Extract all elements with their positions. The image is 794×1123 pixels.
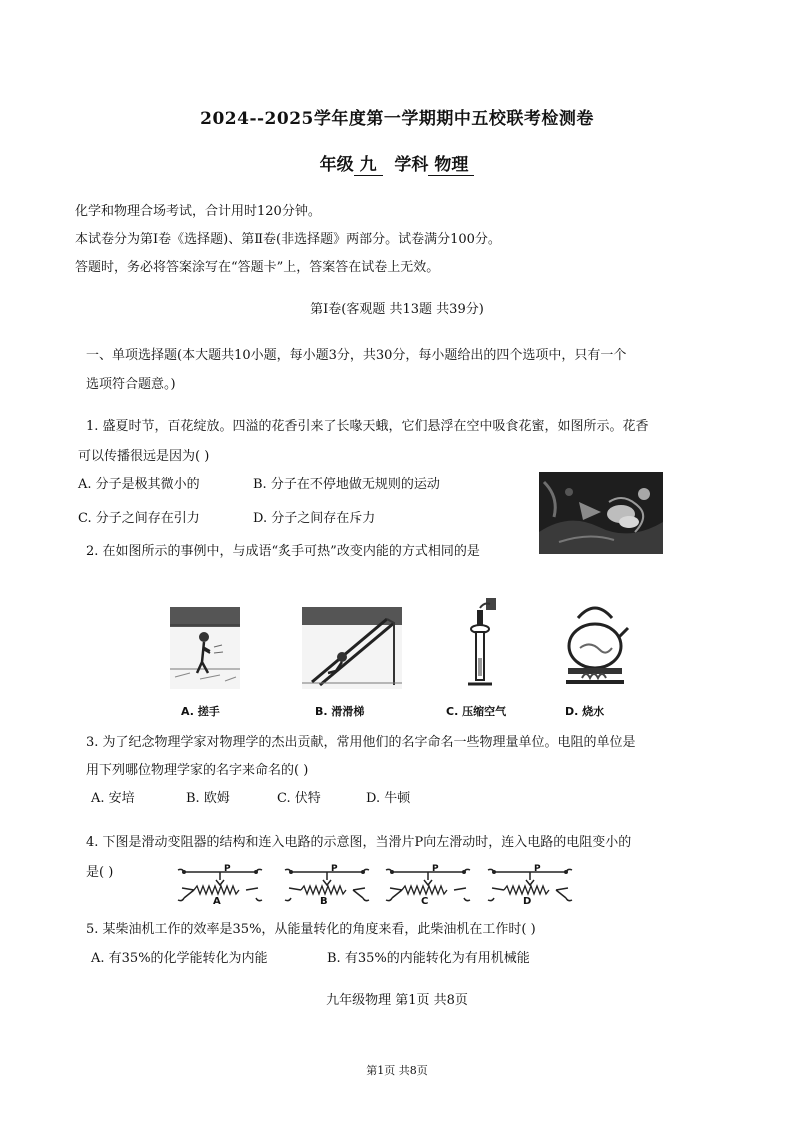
q5-option-a: A. 有35%的化学能转化为内能 <box>91 951 268 966</box>
instruction-3: 答题时，务必将答案涂写在“答题卡”上，答案答在试卷上无效。 <box>75 260 440 275</box>
q3-option-d: D. 牛顿 <box>366 791 411 806</box>
q5-option-b: B. 有35%的内能转化为有用机械能 <box>327 951 530 966</box>
diagram-label-a: A <box>213 896 221 907</box>
boiling-water-picture <box>560 600 630 688</box>
rheostat-diagram-b <box>283 858 371 912</box>
rheostat-diagram-d <box>486 858 574 912</box>
diagram-label-b: B <box>320 896 328 907</box>
slider-label-b: P <box>331 864 338 874</box>
q1-stem: 1. 盛夏时节，百花绽放。四溢的花香引来了长喙天蛾，它们悬浮在空中吸食花蜜，如图所示。花香 <box>86 419 649 434</box>
instruction-1: 化学和物理合场考试，合计用时120分钟。 <box>75 204 321 219</box>
q4-stem: 4. 下图是滑动变阻器的结构和连入电路的示意图，当滑片P向左滑动时，连入电路的电阻变小的 <box>86 835 632 850</box>
subject-value: 物理 <box>428 150 474 176</box>
q2-stem: 2. 在如图所示的事例中，与成语“炙手可热”改变内能的方式相同的是 <box>86 544 480 559</box>
air-compression-picture <box>460 598 500 690</box>
q1-option-c: C. 分子之间存在引力 <box>78 511 200 526</box>
slider-label-d: P <box>534 864 541 874</box>
slide-picture <box>302 607 402 689</box>
part-one-heading-cont: 选项符合题意。) <box>86 377 176 392</box>
diagram-label-c: C <box>421 896 429 907</box>
q3-stem-cont: 用下列哪位物理学家的名字来命名的( ) <box>86 763 309 778</box>
slider-label-a: P <box>224 864 231 874</box>
hawkmoth-photo <box>539 472 663 554</box>
grade-value: 九 <box>354 150 383 176</box>
q2-caption-d: D. 烧水 <box>565 705 605 718</box>
q1-stem-cont: 可以传播很远是因为( ) <box>78 449 210 464</box>
exam-title: 2024--2025学年度第一学期期中五校联考检测卷 <box>200 109 594 129</box>
q2-caption-c: C. 压缩空气 <box>446 705 507 718</box>
q1-option-d: D. 分子之间存在斥力 <box>253 511 376 526</box>
q3-stem: 3. 为了纪念物理学家对物理学的杰出贡献，常用他们的名字命名一些物理量单位。电阻的单位是 <box>86 735 636 750</box>
q1-option-b: B. 分子在不停地做无规则的运动 <box>253 477 440 492</box>
rubbing-hands-picture <box>170 607 240 689</box>
rheostat-diagram-c <box>384 858 472 912</box>
instruction-2: 本试卷分为第Ⅰ卷《选择题)、第Ⅱ卷(非选择题》两部分。试卷满分100分。 <box>75 232 501 247</box>
q3-option-b: B. 欧姆 <box>186 791 230 806</box>
q2-caption-b: B. 滑滑梯 <box>315 705 365 718</box>
section-title: 第Ⅰ卷(客观题 共13题 共39分) <box>310 302 484 317</box>
part-one-heading: 一、单项选择题(本大题共10小题，每小题3分，共30分，每小题给出的四个选项中，只有一个 <box>86 348 627 363</box>
diagram-label-d: D <box>523 896 532 907</box>
page-footer: 九年级物理 第1页 共8页 <box>326 993 468 1008</box>
q3-option-c: C. 伏特 <box>277 791 321 806</box>
q5-stem: 5. 某柴油机工作的效率是35%，从能量转化的角度来看，此柴油机在工作时( ) <box>86 922 536 937</box>
grade-subject-line <box>0 150 794 176</box>
rheostat-diagram-a <box>176 858 264 912</box>
q2-caption-a: A. 搓手 <box>181 705 220 718</box>
slider-label-c: P <box>432 864 439 874</box>
grade-label: 年级 <box>319 155 354 175</box>
q1-option-a: A. 分子是极其微小的 <box>78 477 200 492</box>
bottom-page-number: 第1页 共8页 <box>366 1064 428 1077</box>
q4-stem-cont: 是( ) <box>86 865 114 880</box>
q3-option-a: A. 安培 <box>91 791 135 806</box>
subject-label: 学科 <box>394 155 429 175</box>
